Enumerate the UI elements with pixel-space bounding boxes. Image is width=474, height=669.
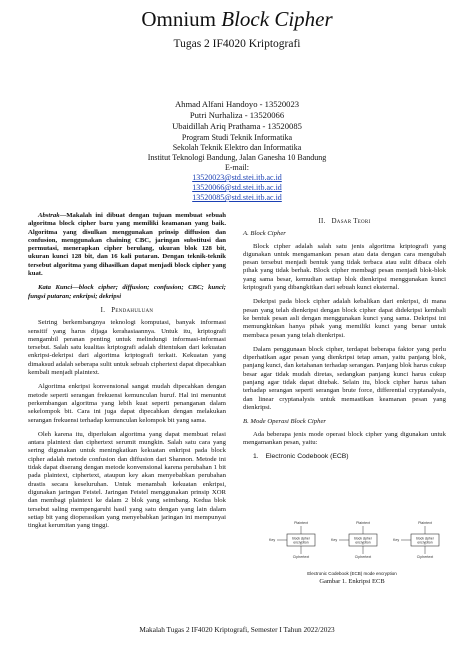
email-label: E-mail: (225, 163, 249, 172)
email-link-2[interactable]: 13520066@std.stei.itb.ac.id (192, 183, 282, 192)
abstract: Abstrak—Makalah ini dibuat dengan tujuan membuat sebuah algoritma block cipher baru yang memiliki keamanan yang baik. Algoritma yang disulkan menggunakan prinsip diffusion dan confusion, menggunakan chaining CBC, jaringan substitusi dan permutasi, menerapkan cipher berulang, ukuran blok 128 bit, ukuran kunci 128 bit, dan 16 kali putaran. Dengan teknik-teknik tersebut algoritma yang dihasilkan dapat menjadi block cipher yang kuat. (28, 212, 226, 278)
cipher-block-line2: encryption (293, 540, 309, 545)
email-link-1[interactable]: 13520023@std.stei.itb.ac.id (192, 173, 282, 182)
theory-paragraph-4: Ada beberapa jenis mode operasi block cipher yang digunakan untuk mengamankan pesan, yaitu: (243, 430, 446, 446)
subsection-heading-block-cipher: A. Block Cipher (243, 230, 286, 238)
author-1: Ahmad Alfani Handoyo - 13520023 (174, 99, 300, 109)
list-item-ecb: 1. Electronic Codebook (ECB) (253, 453, 349, 461)
ecb-figure (259, 519, 445, 585)
right-column (243, 212, 446, 465)
figure-mode-label: Electronic Codebook (ECB) mode encryption (307, 571, 397, 576)
section-heading-dasar-teori: II. Dasar Teori (318, 218, 371, 225)
cipher-block-line2: encryption (417, 540, 433, 545)
page-footer: Makalah Tugas 2 IF4020 Kriptografi, Semester I Tahun 2022/2023 (139, 625, 335, 634)
left-column (28, 212, 226, 536)
figure-caption: Gambar 1. Enkripsi ECB (319, 578, 385, 585)
cipher-block-line1: block cipher (416, 536, 434, 541)
key-label: Key (393, 538, 400, 542)
section-heading-introduction: I. Pendahuluan (100, 306, 154, 314)
ciphertext-label: Ciphertext (292, 555, 310, 559)
affiliation-2: Sekolah Teknik Elektro dan Informatika (172, 143, 302, 152)
cipher-block-line1: block cipher (292, 536, 310, 541)
key-label: Key (269, 538, 276, 542)
plaintext-label: Plaintext (294, 521, 308, 525)
cipher-block-line1: block cipher (354, 536, 372, 541)
paper-subtitle: Tugas 2 IF4020 Kriptografi (173, 38, 301, 50)
intro-paragraph-2: Algoritma enkripsi konvensional sangat mudah dipecahkan dengan metode seperti serangan frekuensi kemunculan huruf. Hal ini menuntut perkembangan algoritma yang lebih kuat seperti penanganan dalam sekelompok bit. Cara ini juga dapat dipecahkan dengan melakukan serangan frekuensi terhadap kemunculan kelompok bit yang sama. (28, 383, 226, 424)
ciphertext-label: Ciphertext (354, 555, 372, 559)
key-label: Key (331, 538, 338, 542)
email-link-3[interactable]: 13520085@std.stei.itb.ac.id (192, 193, 282, 202)
theory-paragraph-1: Block cipher adalah salah satu jenis algoritma kriptografi yang digunakan untuk mengamankan pesan atau data dengan cara mengubah pesan tersebut menjadi bentuk yang tidak terbaca atau sulit dibaca oleh pihak yang tidak berhak. Block cipher membagi pesan menjadi blok-blok yang sama besar, kemudian setiap blok dienkripsi menggunakan kunci kriptografi yang dibangkitkan dari sebuah kunci eksternal. (243, 242, 446, 292)
theory-paragraph-2: Dekripsi pada block cipher adalah kebalikan dari enkripsi, di mana pesan yang telah dienkripsi dengan block cipher dapat didekripsi kembali ke bentuk pesan asli dengan menggunakan kunci yang sama. Dekripsi ini memungkinkan hanya pihak yang memiliki kunci yang benar untuk membaca pesan yang telah dienkripsi. (243, 298, 446, 339)
affiliation-3: Institut Teknologi Bandung, Jalan Ganesha 10 Bandung (147, 153, 327, 162)
intro-paragraph-1: Seiring berkembangnya teknologi komputasi, banyak informasi sensitif yang harus dijaga kerahasiaannya. Untuk itu, kriptografi mengambil peranan penting untuk melindungi informasi-informasi tersebut. Salah satu kualitas kriptografi adalah ditentukan dari kekuatan enkripsi-dekripsi dari algoritma kriptografi terkait. Kekuatan yang dimaksud adalah seberapa sulit untuk sebuah ciphertext dapat dipecahkan kembali menjadi plaintext. (28, 319, 226, 377)
author-2: Putri Nurhaliza - 13520066 (189, 110, 285, 120)
subsection-heading-mode-operasi: B. Mode Operasi Block Cipher (243, 418, 327, 426)
theory-paragraph-3: Dalam penggunaan block cipher, terdapat beberapa faktor yang perlu diperhatikan agar pesan yang dienkripsi tetap aman, yaitu panjang blok, panjang kunci, dan ketahanan terhadap serangan. Panjang blok harus cukup besar agar tidak mudah diretas, sedangkan panjang kunci harus cukup panjang agar tidak dapat ditebak. Selain itu, block cipher harus tahan terhadap serangan seperti serangan brute force, differential cryptanalysis, dan linear cryptanalysis untuk memastikan keamanan pesan yang dienkripsi. (243, 345, 446, 411)
intro-paragraph-3: Oleh karena itu, diperlukan algoritma yang dapat membuat relasi antara plaintext dan ciphertext serumit mungkin. Salah satu cara yang sering digunakan untuk meningkatkan kekuatan enkripsi pada block cipher adalah metode confusion dan diffusion dari Shannon. Metode ini tidak dapat diserang dengan metode konvensional karena perubahan 1 bit pada plaintext, ciphertext, ataupun key akan menyebabkan perubahan drastis secara keseluruhan. Untuk menambah kekuatan enkripsi, digunakan jaringan Feistel. Jaringan Feistel menggunakan prinsip XOR dan membagi plaintext ke dalam 2 blok yang seimbang. Kedua blok tersebut saling mempengaruhi hasil yang satu dengan yang lain dalam setiap bit yang dioperasikan yang menyebabkan jaringan ini mempunyai tingkat kerumitan yang tinggi. (28, 430, 226, 530)
paper-title: Omnium Block Cipher (141, 7, 333, 31)
affiliation-1: Program Studi Teknik Informatika (181, 133, 293, 142)
cipher-block-line2: encryption (355, 540, 371, 545)
ecb-diagram (259, 519, 445, 567)
ciphertext-label: Ciphertext (416, 555, 434, 559)
author-3: Ubaidillah Ariq Prathama - 13520085 (172, 121, 302, 131)
plaintext-label: Plaintext (356, 521, 370, 525)
plaintext-label: Plaintext (418, 521, 432, 525)
keywords: Kata Kunci—block cipher; diffusion; confusion; CBC; kunci; fungsi putaran; enkripsi; dekripsi (28, 284, 226, 300)
